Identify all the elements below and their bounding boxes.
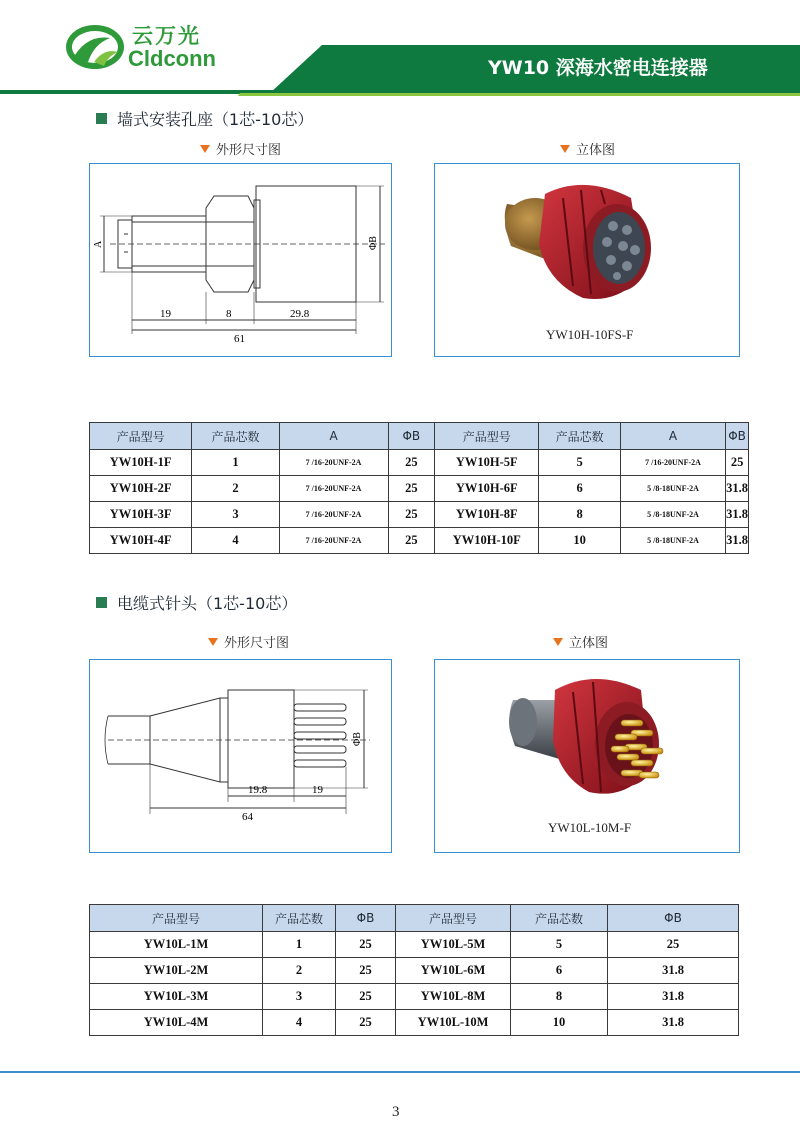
cell: YW10L-4M <box>90 1010 263 1036</box>
cell: 5 /8-18UNF-2A <box>620 502 725 528</box>
col-header: A <box>620 423 725 450</box>
col-header: A <box>279 423 388 450</box>
triangle-down-icon <box>553 638 563 646</box>
col-header: ΦB <box>726 423 749 450</box>
cell: 7 /16-20UNF-2A <box>279 476 388 502</box>
table-row <box>90 476 749 502</box>
cell: 31.8 <box>608 958 739 984</box>
cell: 3 <box>192 502 279 528</box>
cell: 8 <box>539 502 621 528</box>
cell: 5 /8-18UNF-2A <box>620 528 725 554</box>
spec-table <box>89 904 739 1036</box>
receptacle-dimension-drawing <box>90 164 390 355</box>
cell: 4 <box>192 528 279 554</box>
table-row <box>90 932 739 958</box>
cell: 5 <box>511 932 608 958</box>
dim-b-label: ΦB <box>352 732 363 746</box>
logo-icon <box>64 22 126 72</box>
cell: 31.8 <box>608 984 739 1010</box>
cell: 31.8 <box>608 1010 739 1036</box>
receptacle-3d-image <box>435 164 738 324</box>
view3d-label-text: 立体图 <box>576 143 616 158</box>
table-row <box>90 450 749 476</box>
table-row <box>90 502 749 528</box>
product-caption: YW10L-10M-F <box>548 820 632 835</box>
section-title-text: 墙式安装孔座（1芯-10芯） <box>117 110 314 129</box>
cell: YW10L-3M <box>90 984 263 1010</box>
cell: 4 <box>263 1010 336 1036</box>
cell: YW10H-4F <box>90 528 192 554</box>
cell: YW10L-8M <box>396 984 511 1010</box>
cell: YW10L-1M <box>90 932 263 958</box>
cell: 25 <box>336 984 396 1010</box>
triangle-down-icon <box>200 145 210 153</box>
cell: YW10H-10F <box>435 528 539 554</box>
cell: 25 <box>336 958 396 984</box>
plug-3d-image <box>435 660 738 820</box>
cell: 7 /16-20UNF-2A <box>279 450 388 476</box>
cell: 25 <box>336 932 396 958</box>
drawing-label-text: 外形尺寸图 <box>224 636 290 651</box>
table-row <box>90 984 739 1010</box>
cell: YW10L-5M <box>396 932 511 958</box>
col-header: 产品芯数 <box>539 423 621 450</box>
page-number: 3 <box>392 1104 400 1120</box>
col-header: ΦB <box>608 905 739 932</box>
cell: YW10H-3F <box>90 502 192 528</box>
col-header: 产品芯数 <box>263 905 336 932</box>
col-header: 产品型号 <box>435 423 539 450</box>
cell: 3 <box>263 984 336 1010</box>
drawing-label <box>200 139 281 158</box>
cell: YW10L-10M <box>396 1010 511 1036</box>
brand-english: Cldconn <box>128 46 216 71</box>
drawing-label-text: 外形尺寸图 <box>216 143 282 158</box>
cell: 25 <box>388 450 435 476</box>
cell: 25 <box>388 476 435 502</box>
section-title-text: 电缆式针头（1芯-10芯） <box>117 594 298 613</box>
footer-divider <box>0 1071 800 1073</box>
section-title <box>96 591 297 614</box>
cell: 31.8 <box>726 528 749 554</box>
col-header: 产品型号 <box>90 905 263 932</box>
cell: 1 <box>263 932 336 958</box>
cell: YW10H-2F <box>90 476 192 502</box>
cell: YW10L-2M <box>90 958 263 984</box>
cell: 6 <box>539 476 621 502</box>
table-header-row <box>90 905 739 932</box>
cell: YW10H-1F <box>90 450 192 476</box>
3d-view-box <box>434 659 740 853</box>
triangle-down-icon <box>208 638 218 646</box>
spec-table <box>89 422 749 554</box>
dim-64-label: 64 <box>242 811 253 823</box>
product-caption: YW10H-10FS-F <box>546 327 634 342</box>
cell: YW10H-6F <box>435 476 539 502</box>
cell: 2 <box>263 958 336 984</box>
cell: 25 <box>388 502 435 528</box>
section-bullet-icon <box>96 113 107 124</box>
dim-b-label: ΦB <box>368 236 379 250</box>
table-row <box>90 1010 739 1036</box>
cell: 7 /16-20UNF-2A <box>620 450 725 476</box>
cell: 10 <box>511 1010 608 1036</box>
dim-61-label: 61 <box>234 333 245 345</box>
col-header: ΦB <box>388 423 435 450</box>
cell: 25 <box>336 1010 396 1036</box>
cell: YW10L-6M <box>396 958 511 984</box>
dim-8-label: 8 <box>226 308 232 320</box>
cell: 2 <box>192 476 279 502</box>
view3d-label <box>560 139 615 158</box>
cell: YW10H-8F <box>435 502 539 528</box>
table-row <box>90 528 749 554</box>
cell: 31.8 <box>726 502 749 528</box>
dim-19-8-label: 19.8 <box>248 784 268 796</box>
cell: 7 /16-20UNF-2A <box>279 502 388 528</box>
triangle-down-icon <box>560 145 570 153</box>
section-title <box>96 107 313 130</box>
table-row <box>90 958 739 984</box>
view3d-label <box>553 632 608 651</box>
cell: 31.8 <box>726 476 749 502</box>
cell: 10 <box>539 528 621 554</box>
dimension-drawing-box <box>89 163 392 357</box>
cell: 6 <box>511 958 608 984</box>
brand-chinese: 云万光 <box>132 24 201 48</box>
col-header: 产品型号 <box>90 423 192 450</box>
3d-view-box <box>434 163 740 357</box>
dimension-drawing-box <box>89 659 392 853</box>
cell: YW10H-5F <box>435 450 539 476</box>
drawing-label <box>208 632 289 651</box>
cell: 25 <box>388 528 435 554</box>
dim-a-label: A <box>93 240 104 248</box>
view3d-label-text: 立体图 <box>569 636 609 651</box>
col-header: 产品型号 <box>396 905 511 932</box>
col-header: 产品芯数 <box>192 423 279 450</box>
col-header: 产品芯数 <box>511 905 608 932</box>
table-header-row <box>90 423 749 450</box>
col-header: ΦB <box>336 905 396 932</box>
cell: 25 <box>608 932 739 958</box>
dim-19-label: 19 <box>160 308 171 320</box>
page-title: YW10 深海水密电连接器 <box>488 57 708 79</box>
cell: 25 <box>726 450 749 476</box>
cell: 1 <box>192 450 279 476</box>
dim-19-label: 19 <box>312 784 323 796</box>
dim-29-8-label: 29.8 <box>290 308 310 320</box>
cell: 5 /8-18UNF-2A <box>620 476 725 502</box>
plug-dimension-drawing <box>90 660 390 851</box>
cell: 7 /16-20UNF-2A <box>279 528 388 554</box>
section-bullet-icon <box>96 597 107 608</box>
cell: 8 <box>511 984 608 1010</box>
cell: 5 <box>539 450 621 476</box>
